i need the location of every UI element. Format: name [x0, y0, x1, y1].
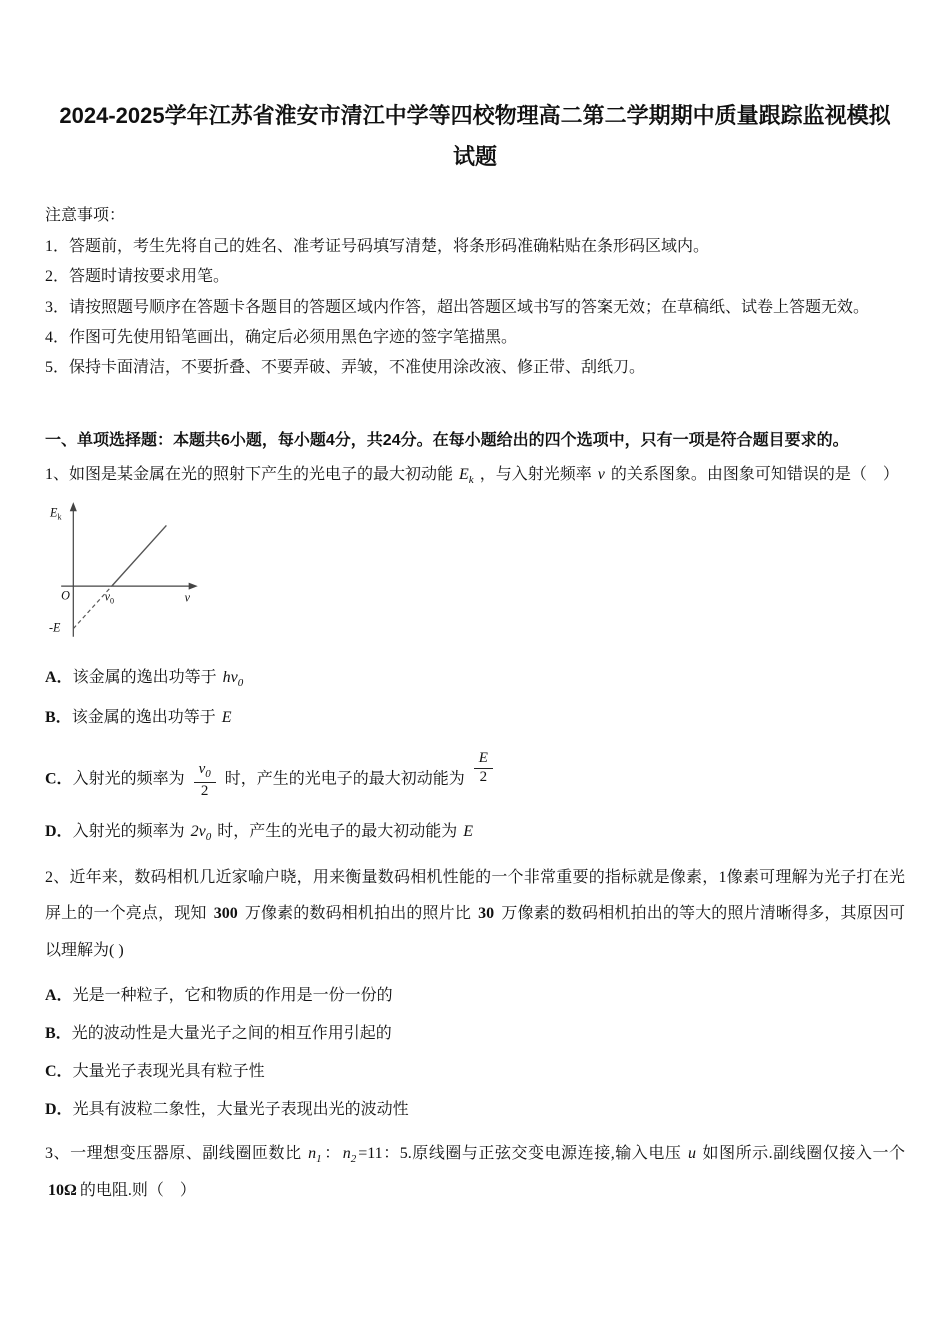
q1-option-c	[45, 750, 905, 800]
q1-option-d	[45, 820, 905, 846]
notice-item-1: 1．答题前，考生先将自己的姓名、准考证号码填写清楚，将条形码准确粘贴在条形码区域内。	[45, 237, 710, 255]
option-text-mid: 时，产生的光电子的最大初动能为	[224, 770, 465, 788]
math-n2: $n_2$	[342, 1144, 357, 1166]
option-letter: B．	[45, 708, 72, 726]
fraction-E-over-2: $\frac{E}{2}$	[474, 750, 493, 787]
q1-stem	[45, 460, 905, 491]
graph-xlabel: ν	[184, 590, 190, 605]
option-text-mid: 时，产生的光电子的最大初动能为	[217, 822, 458, 840]
option-letter: A．	[45, 986, 73, 1004]
q3-stem-text-end: 的电阻.则（ ）	[79, 1181, 196, 1199]
graph-line-solid	[112, 526, 167, 587]
photoelectric-graph-figure	[47, 501, 219, 647]
q2-stem-text-mid: 万像素的数码相机拍出的照片比	[244, 905, 471, 923]
section1-heading: 一、单项选择题：本题共6小题，每小题4分，共24分。在每小题给出的四个选项中，只有一项是符合题目要求的。	[45, 431, 849, 449]
option-text: 光具有波粒二象性，大量光子表现出光的波动性	[72, 1100, 409, 1118]
graph-negE-label: -E	[49, 620, 61, 635]
fraction-nu0-over-2: $\frac{\nu_0}{2}$	[194, 761, 216, 800]
q1-var-ek: $E_k$	[459, 466, 474, 487]
q1-stem-text-pre: 1、如图是某金属在光的照射下产生的光电子的最大初动能	[45, 466, 454, 484]
q2-stem-text-post: 万像素的数码相机拍出的等大的照片清晰得多，其原因可以理解为( )	[45, 905, 905, 960]
notice-section	[45, 201, 905, 383]
option-text: 该金属的逸出功等于	[72, 669, 217, 687]
notice-item-4: 4．作图可先使用铅笔画出，确定后必须用黑色字迹的签字笔描黑。	[45, 328, 518, 346]
math-u: u	[687, 1144, 696, 1162]
q3-colon: ：	[323, 1144, 341, 1162]
option-letter: C．	[45, 770, 73, 788]
q2-option-d	[45, 1098, 905, 1122]
math-E: E	[221, 708, 232, 726]
math-n1: $n_1$	[308, 1144, 322, 1166]
q2-option-b	[45, 1022, 905, 1046]
option-letter: D．	[45, 1100, 73, 1118]
q2-option-a	[45, 984, 905, 1008]
notice-item-5: 5．保持卡面清洁，不要折叠、不要弄破、弄皱，不准使用涂改液、修正带、刮纸刀。	[45, 359, 646, 377]
math-2nu0: $2\nu_0$	[190, 822, 212, 844]
q3-resistance-value: 10Ω	[48, 1181, 77, 1199]
graph-origin-label: O	[61, 588, 70, 603]
graph-y-arrow-icon	[70, 502, 77, 511]
q2-num-300: 300	[213, 905, 238, 923]
page-title: 2024-2025学年江苏省淮安市清江中学等四校物理高二第二学期期中质量跟踪监视模拟试题	[59, 103, 891, 169]
option-letter: A．	[45, 669, 73, 687]
q3-stem-text-pre: 3、一理想变压器原、副线圈匝数比	[45, 1144, 302, 1162]
q3-stem-text-post: 如图所示.副线圈仅接入一个	[702, 1144, 905, 1162]
q1-graph	[47, 501, 905, 652]
option-text: 光的波动性是大量光子之间的相互作用引起的	[71, 1024, 392, 1042]
q2-stem	[45, 860, 905, 970]
notice-item-3: 3．请按照题号顺序在答题卡各题目的答题区域内作答，超出答题区域书写的答案无效；在草稿纸、试卷上答题无效。	[45, 298, 870, 316]
q1-option-b	[45, 706, 905, 730]
notice-item-2: 2．答题时请按要求用笔。	[45, 268, 230, 286]
q3-stem-text-mid: =11：5.原线圈与正弦交变电源连接,输入电压	[358, 1144, 682, 1162]
math-hnu0: $h\nu_0$	[222, 669, 244, 690]
graph-nu0-label: $\nu_0$	[104, 589, 115, 606]
math-E: E	[463, 822, 473, 840]
option-text: 光是一种粒子，它和物质的作用是一份一份的	[72, 986, 393, 1004]
notice-heading: 注意事项：	[45, 207, 126, 225]
q2-num-30: 30	[478, 905, 495, 923]
option-letter: B．	[45, 1024, 72, 1042]
q3-stem	[45, 1136, 905, 1210]
graph-x-arrow-icon	[189, 583, 198, 590]
option-text: 入射光的频率为	[72, 770, 185, 788]
option-text: 入射光的频率为	[72, 822, 185, 840]
q2-option-c	[45, 1060, 905, 1084]
option-text: 该金属的逸出功等于	[71, 708, 216, 726]
option-letter: C．	[45, 1062, 73, 1080]
q2-stem-text-pre: 2、近年来，数码相机几近家喻户晓，用来衡量数码相机性能的一个非常重要的指标就是像素，1像素可理解为光子打在光屏上的一个亮点，现知	[45, 868, 905, 923]
option-letter: D．	[45, 822, 73, 840]
q1-var-nu: ν	[597, 466, 605, 484]
q1-option-a	[45, 666, 905, 692]
q1-stem-text-post: 的关系图象。由图象可知错误的是（ ）	[610, 466, 899, 484]
q1-stem-text-mid: ，与入射光频率	[479, 466, 592, 484]
option-text: 大量光子表现光具有粒子性	[72, 1062, 265, 1080]
graph-ylabel: $E_k$	[50, 505, 62, 522]
